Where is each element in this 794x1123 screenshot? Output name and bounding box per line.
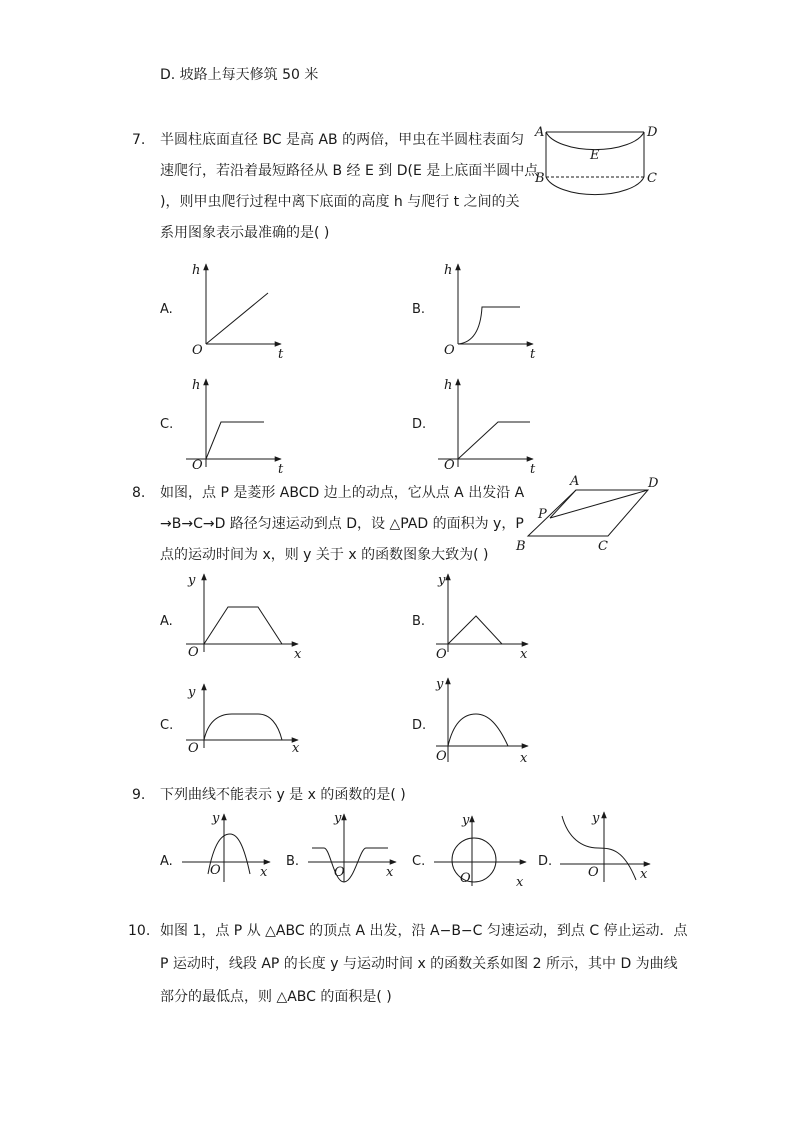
q9-graph-b bbox=[304, 812, 404, 884]
q7-b-axis-h: h bbox=[444, 263, 453, 278]
q8-graph-d bbox=[436, 676, 536, 766]
q7-option-b-label: B. bbox=[412, 302, 426, 317]
q8-a-origin: O bbox=[188, 645, 199, 660]
q8-b-axis-x: x bbox=[520, 647, 528, 662]
q8-graph-b bbox=[436, 572, 536, 662]
q8-b-origin: O bbox=[436, 647, 447, 662]
q7-a-axis-h: h bbox=[192, 263, 201, 278]
q9-number: 9. bbox=[132, 787, 146, 803]
q7-c-origin: O bbox=[192, 458, 203, 473]
q7-b-axis-t: t bbox=[530, 347, 536, 362]
q7-graph-c bbox=[186, 377, 296, 477]
q9-d-axis-y: y bbox=[592, 811, 600, 826]
q8-a-axis-y: y bbox=[188, 573, 196, 588]
q7-fig-label-e: E bbox=[590, 148, 600, 163]
q8-line-1: 如图，点 P 是菱形 ABCD 边上的动点，它从点 A 出发沿 A bbox=[160, 485, 525, 501]
q8-d-axis-x: x bbox=[520, 751, 528, 766]
q9-option-c-label: C. bbox=[412, 854, 426, 869]
q9-text: 下列曲线不能表示 y 是 x 的函数的是( ) bbox=[160, 787, 406, 803]
q8-a-axis-x: x bbox=[294, 647, 302, 662]
q8-line-3: 点的运动时间为 x，则 y 关于 x 的函数图象大致为( ) bbox=[160, 547, 489, 563]
q9-option-d-label: D. bbox=[538, 854, 553, 869]
q7-option-c-label: C. bbox=[160, 417, 174, 432]
q10-number: 10. bbox=[128, 923, 151, 939]
q7-c-axis-t: t bbox=[278, 462, 284, 477]
q9-d-axis-x: x bbox=[640, 867, 648, 882]
q7-line-3: )，则甲虫爬行过程中离下底面的高度 h 与爬行 t 之间的关 bbox=[160, 194, 520, 210]
q7-fig-label-b: B bbox=[535, 171, 545, 186]
q7-a-origin: O bbox=[192, 343, 203, 358]
q8-c-axis-y: y bbox=[188, 685, 196, 700]
q9-b-axis-x: x bbox=[386, 865, 394, 880]
q7-c-axis-h: h bbox=[192, 378, 201, 393]
q9-a-origin: O bbox=[210, 863, 221, 878]
q7-option-d-label: D. bbox=[412, 417, 427, 432]
q8-d-origin: O bbox=[436, 749, 447, 764]
q8-number: 8. bbox=[132, 485, 146, 501]
q8-fig-label-a: A bbox=[570, 474, 580, 489]
q7-d-axis-t: t bbox=[530, 462, 536, 477]
q8-fig-label-d: D bbox=[648, 476, 659, 491]
q8-d-axis-y: y bbox=[436, 677, 444, 692]
q9-graph-c bbox=[430, 812, 530, 888]
q7-number: 7. bbox=[132, 132, 146, 148]
q7-b-origin: O bbox=[444, 343, 455, 358]
q8-graph-a bbox=[186, 572, 306, 662]
q6-option-d: D. 坡路上每天修筑 50 米 bbox=[160, 67, 319, 83]
q7-graph-b bbox=[438, 262, 548, 362]
q7-fig-label-c: C bbox=[647, 171, 657, 186]
q8-option-d-label: D. bbox=[412, 718, 427, 733]
q8-line-2: →B→C→D 路径匀速运动到点 D，设 △PAD 的面积为 y，P bbox=[160, 516, 524, 532]
q8-fig-label-c: C bbox=[598, 539, 608, 554]
q7-graph-d bbox=[438, 377, 548, 477]
q9-b-origin: O bbox=[334, 865, 345, 880]
q8-graph-c bbox=[186, 682, 306, 762]
q7-graph-a bbox=[186, 262, 296, 362]
q8-option-b-label: B. bbox=[412, 614, 426, 629]
q7-d-origin: O bbox=[444, 458, 455, 473]
q7-half-cylinder-figure bbox=[534, 122, 664, 202]
q9-graph-a bbox=[178, 812, 278, 884]
q7-fig-label-d: D bbox=[647, 125, 658, 140]
q10-line-2: P 运动时，线段 AP 的长度 y 与运动时间 x 的函数关系如图 2 所示，其中 D 为曲线 bbox=[160, 956, 678, 972]
q9-d-origin: O bbox=[588, 865, 599, 880]
q8-option-a-label: A. bbox=[160, 614, 173, 629]
q9-option-a-label: A. bbox=[160, 854, 173, 869]
q7-line-2: 速爬行，若沿着最短路径从 B 经 E 到 D(E 是上底面半圆中点 bbox=[160, 163, 539, 179]
q8-c-origin: O bbox=[188, 741, 199, 756]
q9-option-b-label: B. bbox=[286, 854, 300, 869]
q7-line-4: 系用图象表示最准确的是( ) bbox=[160, 225, 330, 241]
q8-b-axis-y: y bbox=[438, 573, 446, 588]
q9-graph-d bbox=[558, 808, 658, 884]
q9-c-axis-y: y bbox=[462, 813, 470, 828]
q7-fig-label-a: A bbox=[535, 125, 545, 140]
q7-option-a-label: A. bbox=[160, 302, 173, 317]
q9-c-axis-x: x bbox=[516, 875, 524, 890]
q9-c-origin: O bbox=[460, 871, 471, 886]
q10-line-1: 如图 1，点 P 从 △ABC 的顶点 A 出发，沿 A−B−C 匀速运动，到点 C 停止运动．点 bbox=[160, 923, 688, 939]
q7-line-1: 半圆柱底面直径 BC 是高 AB 的两倍，甲虫在半圆柱表面匀 bbox=[160, 132, 525, 148]
q8-option-c-label: C. bbox=[160, 718, 174, 733]
q9-a-axis-y: y bbox=[212, 811, 220, 826]
q7-d-axis-h: h bbox=[444, 378, 453, 393]
q8-rhombus-figure bbox=[514, 474, 664, 554]
q10-line-3: 部分的最低点，则 △ABC 的面积是( ) bbox=[160, 989, 392, 1005]
q8-fig-label-p: P bbox=[538, 507, 547, 522]
q8-fig-label-b: B bbox=[516, 539, 526, 554]
q9-a-axis-x: x bbox=[260, 865, 268, 880]
q9-b-axis-y: y bbox=[334, 811, 342, 826]
q8-c-axis-x: x bbox=[292, 741, 300, 756]
q7-a-axis-t: t bbox=[278, 347, 284, 362]
